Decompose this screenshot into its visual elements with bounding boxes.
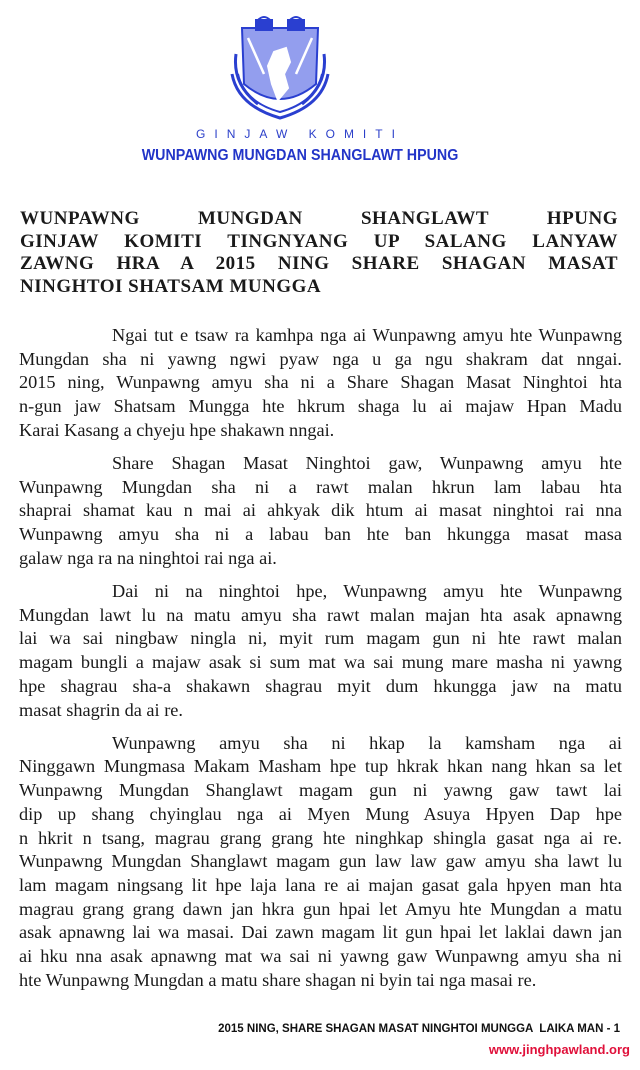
paragraph-line: Mungdan lawt lu na matu amyu sha rawt malan majan hta asak apnawng <box>19 604 622 625</box>
paragraph-line: ai hku nna asak apnawng mat wa sai ni yawng gaw Wunpawng amyu sha ni <box>19 946 622 967</box>
title-line: GINJAW KOMITI TINGNYANG UP SALANG LANYAW <box>20 230 618 252</box>
paragraph-line: lai wa sai ningbaw ningla ni, myit rum magam gun ni hte rawt malan <box>19 628 622 649</box>
title-line: ZAWNG HRA A 2015 NING SHARE SHAGAN MASAT <box>20 253 618 274</box>
paragraph-line: masat shagrin da ai re. <box>19 699 183 720</box>
paragraph-line: Wunpawng Mungdan Shanglawt magam gun ni yawng gaw tawt lai <box>19 780 622 801</box>
paragraph-line: galaw nga ra na ninghtoi rai nga ai. <box>19 547 277 568</box>
paragraph <box>19 580 622 722</box>
website-link[interactable]: www.jinghpawland.org <box>488 1042 630 1057</box>
paragraph-line: Wunpawng Mungdan sha ni a rawt malan hkrun lam labau hta <box>19 476 622 497</box>
paragraph-line: n hkrit n tsang, magrau grang grang hte ninghkap shingla gasat nga ai re. <box>19 827 622 848</box>
document-title <box>20 208 618 298</box>
paragraph-line: 2015 ning, Wunpawng amyu sha ni a Share Shagan Masat Ninghtoi hta <box>19 372 622 393</box>
paragraph <box>19 732 622 993</box>
organization-emblem-logo <box>228 14 332 126</box>
organization-name: WUNPAWNG MUNGDAN SHANGLAWT HPUNG <box>141 147 459 164</box>
paragraph-line: lam magam ningsang lit hpe laja lana re ai majan gasat gala hpyen man hta <box>19 874 622 895</box>
paragraph-line: Ngai tut e tsaw ra kamhpa nga ai Wunpawng amyu hte Wunpawng <box>112 325 622 345</box>
paragraph-line: Ninggawn Mungmasa Makam Masham hpe tup hkrak hkan nang hkan sa let <box>19 756 622 777</box>
paragraph-line: dip up shang chyinglau nga ai Myen Mung Asuya Hpyen Dap hpe <box>19 803 622 824</box>
title-line: WUNPAWNG MUNGDAN SHANGLAWT HPUNG <box>20 208 618 229</box>
paragraph-line: Dai ni na ninghtoi hpe, Wunpawng amyu hte Wunpawng <box>112 581 622 602</box>
title-line: NINGHTOI SHATSAM MUNGGA <box>20 275 322 297</box>
paragraph-line: shaprai shamat kau n mai ai ahkyak dik htum ai masat ninghtoi rai nna <box>19 500 622 521</box>
committee-name: GINJAW KOMITI <box>196 127 404 141</box>
paragraph-line: magam bungli a majaw asak si sum mat wa sai mung mare masha ni yawng <box>19 652 622 673</box>
paragraph-line: Wunpawng Mungdan Shanglawt magam gun law law gaw amyu sha lawt lu <box>19 851 622 872</box>
paragraph-line: magrau grang grang dawn jan hkra gun hpai let Amyu hte Mungdan a matu <box>19 898 622 919</box>
paragraph-line: hte Wunpawng Mungdan a matu share shagan ni byin tai nga masai re. <box>19 969 537 990</box>
paragraph-line: Wunpawng amyu sha ni a labau ban hte ban hkungga masat masa <box>19 524 622 545</box>
document-body <box>19 324 622 1002</box>
paragraph-line: Mungdan sha ni yawng ngwi pyaw nga u ga ngu shakram dat nngai. <box>19 348 622 369</box>
paragraph-line: hpe shagrau sha-a shakawn shagrau myit dum hkungga jaw na matu <box>19 675 622 696</box>
paragraph <box>19 324 622 443</box>
paragraph-line: Share Shagan Masat Ninghtoi gaw, Wunpawng amyu hte <box>112 453 622 474</box>
paragraph-line: asak apnawng lai wa masai. Dai zawn magam lit gun hpai let laklai dawn jan <box>19 922 622 943</box>
paragraph-line: n-gun jaw Shatsam Mungga hte hkrum shaga lu ai majaw Hpan Madu <box>19 396 622 417</box>
paragraph-line: Karai Kasang a chyeju hpe shakawn nngai. <box>19 419 335 440</box>
page-footer-label: 2015 NING, SHARE SHAGAN MASAT NINGHTOI MUNGGA LAIKA MAN - 1 <box>218 1023 620 1035</box>
paragraph <box>19 452 622 571</box>
paragraph-line: Wunpawng amyu sha ni hkap la kamsham nga ai <box>112 732 622 753</box>
